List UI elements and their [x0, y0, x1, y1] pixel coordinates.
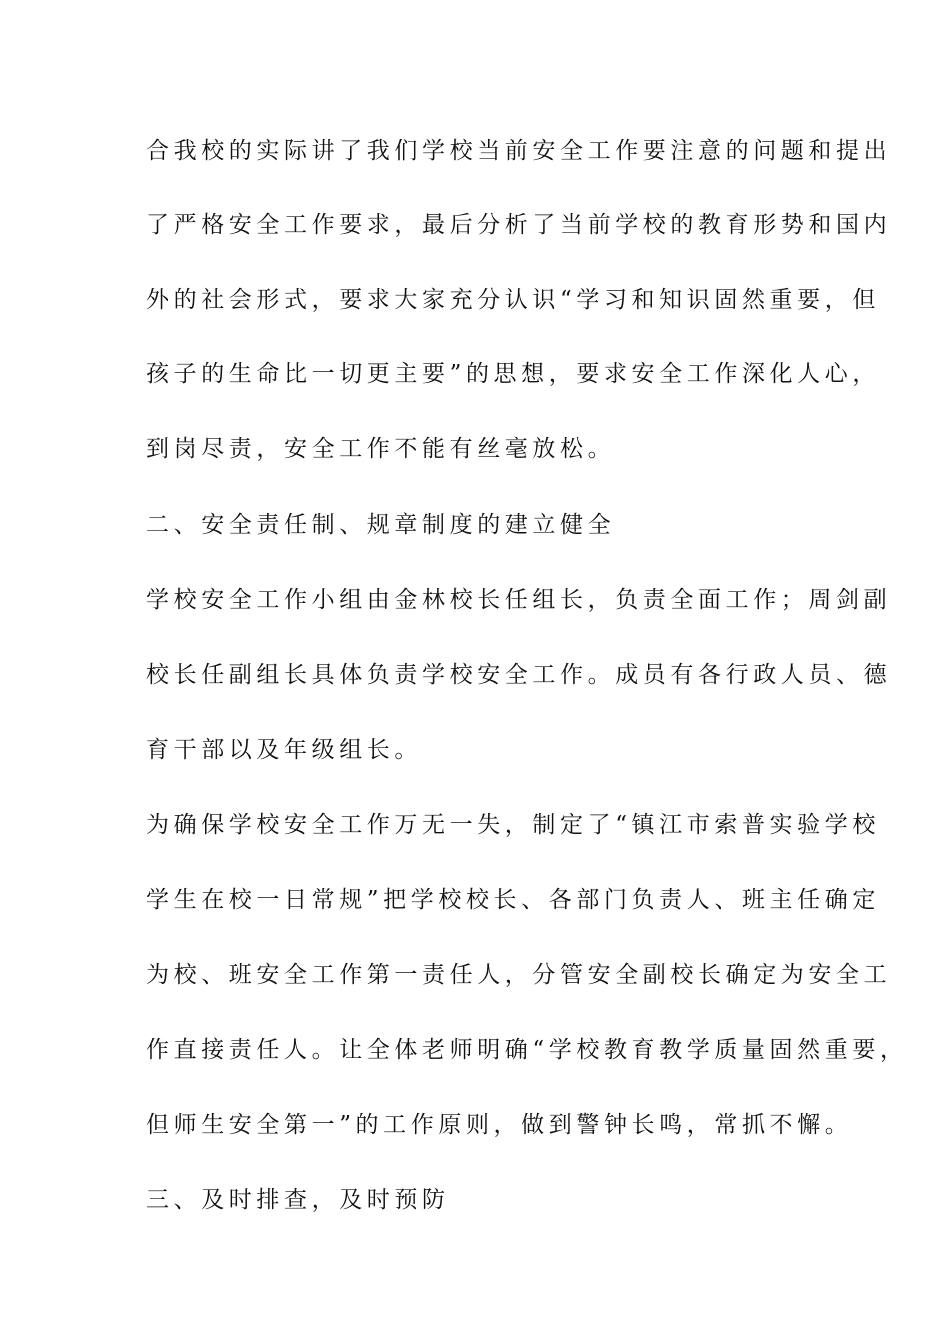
text-line: 作直接责任人。让全体老师明确“学校教育教学质量固然重要，: [146, 1037, 908, 1063]
text-line: 育干部以及年级组长。: [146, 737, 422, 763]
text-line: 校长任副组长具体负责学校安全工作。成员有各行政人员、德: [146, 662, 892, 688]
section-heading: 三、及时排查，及时预防: [146, 1187, 450, 1213]
text-line: 学生在校一日常规”把学校校长、各部门负责人、班主任确定: [146, 887, 880, 913]
text-line: 学校安全工作小组由金林校长任组长，负责全面工作；周剑副: [146, 587, 892, 613]
text-line: 到岗尽责，安全工作不能有丝毫放松。: [146, 436, 616, 462]
text-line: 孩子的生命比一切更主要”的思想，要求安全工作深化人心，: [146, 361, 880, 387]
text-line: 外的社会形式，要求大家充分认识“学习和知识固然重要，但: [146, 287, 880, 313]
text-line: 为校、班安全工作第一责任人，分管安全副校长确定为安全工: [146, 962, 892, 988]
text-line: 合我校的实际讲了我们学校当前安全工作要注意的问题和提出: [146, 138, 892, 164]
section-heading: 二、安全责任制、规章制度的建立健全: [146, 512, 616, 538]
text-line: 但师生安全第一”的工作原则，做到警钟长鸣，常抓不懈。: [146, 1112, 853, 1138]
text-line: 为确保学校安全工作万无一失，制定了“镇江市索普实验学校: [146, 812, 880, 838]
text-line: 了严格安全工作要求，最后分析了当前学校的教育形势和国内: [146, 212, 892, 238]
